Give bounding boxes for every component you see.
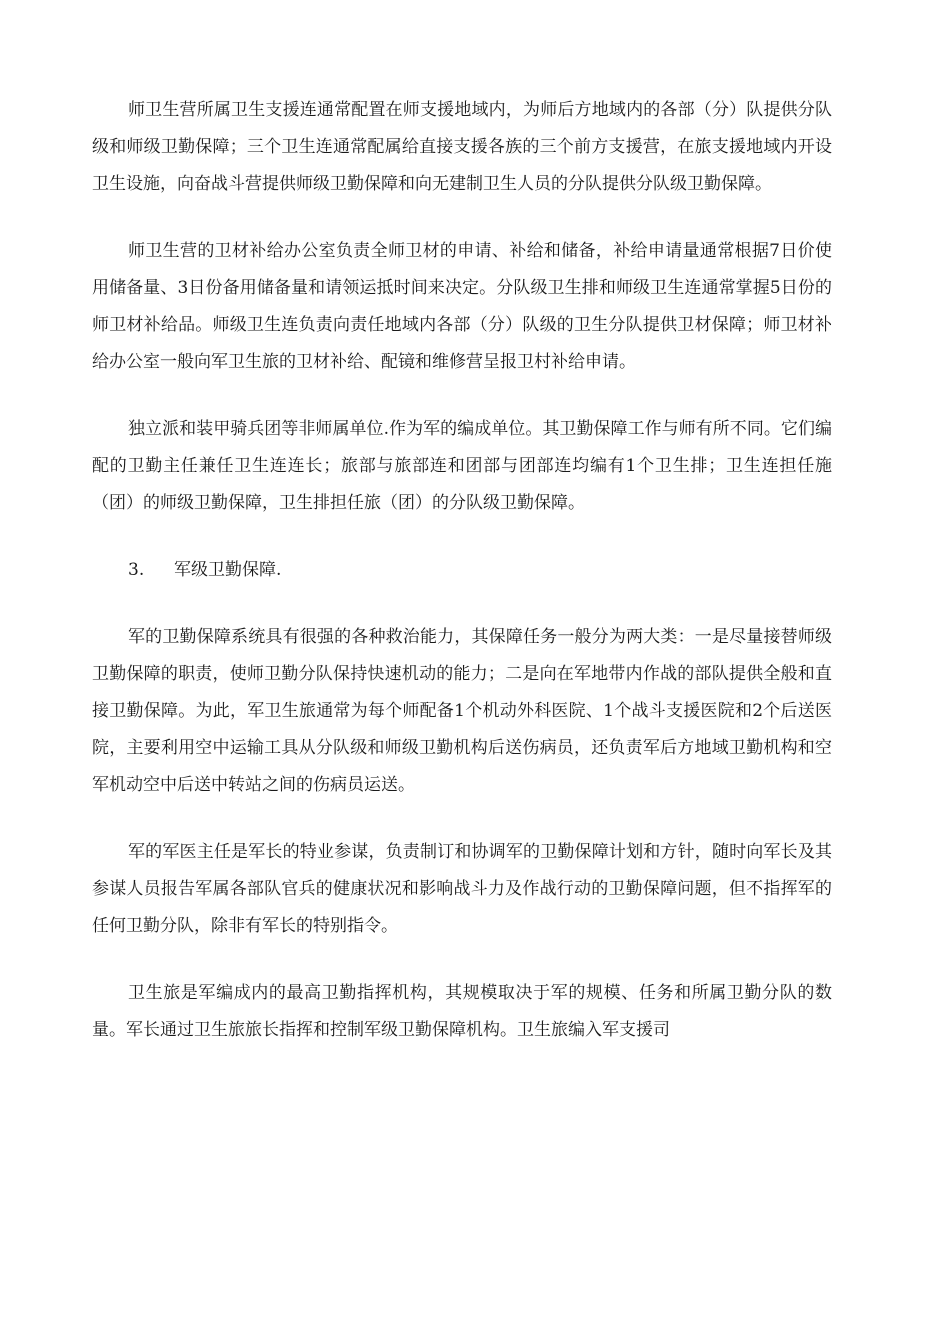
section-number: 3. <box>128 560 145 580</box>
paragraph-5: 军的军医主任是军长的特业参谋，负责制订和协调军的卫勤保障计划和方针，随时向军长及其参谋人员报告军属各部队官兵的健康状况和影响战斗力及作战行动的卫勤保障问题，但不指挥军的任何卫勤分队，除非有军长的特别指令。 <box>92 842 832 936</box>
document-body <box>92 92 832 1079</box>
section-title: 军级卫勤保障. <box>174 560 282 580</box>
paragraph-6: 卫生旅是军编成内的最高卫勤指挥机构，其规模取决于军的规模、任务和所属卫勤分队的数量。军长通过卫生旅旅长指挥和控制军级卫勤保障机构。卫生旅编入军支援司 <box>92 983 832 1040</box>
paragraph-2: 师卫生营的卫材补给办公室负责全师卫材的申请、补给和储备，补给申请量通常根据7日价使用储备量、3日份备用储备量和请领运抵时间来决定。分队级卫生排和师级卫生连通常掌握5日份的师卫材补给品。师级卫生连负责向责任地域内各部（分）队级的卫生分队提供卫材保障；师卫材补给办公室一般向军卫生旅的卫材补给、配镜和维修营呈报卫村补给申请。 <box>92 241 832 372</box>
paragraph-3: 独立派和装甲骑兵团等非师属单位.作为军的编成单位。其卫勤保障工作与师有所不同。它们编配的卫勤主任兼任卫生连连长；旅部与旅部连和团部与团部连均编有1个卫生排；卫生连担任施（团）的师级卫勤保障，卫生排担任旅（团）的分队级卫勤保障。 <box>92 419 832 513</box>
section-heading <box>92 552 832 589</box>
paragraph-4: 军的卫勤保障系统具有很强的各种救治能力，其保障任务一般分为两大类：一是尽量接替师级卫勤保障的职责，使师卫勤分队保持快速机动的能力；二是向在军地带内作战的部队提供全般和直接卫勤保障。为此，军卫生旅通常为每个师配备1个机动外科医院、1个战斗支援医院和2个后送医院，主要利用空中运输工具从分队级和师级卫勤机构后送伤病员，还负责军后方地域卫勤机构和空军机动空中后送中转站之间的伤病员运送。 <box>92 627 832 795</box>
paragraph-1: 师卫生营所属卫生支援连通常配置在师支援地域内，为师后方地域内的各部（分）队提供分队级和师级卫勤保障；三个卫生连通常配属给直接支援各族的三个前方支援营，在旅支援地域内开设卫生设施，向奋战斗营提供师级卫勤保障和向无建制卫生人员的分队提供分队级卫勤保障。 <box>92 100 832 194</box>
